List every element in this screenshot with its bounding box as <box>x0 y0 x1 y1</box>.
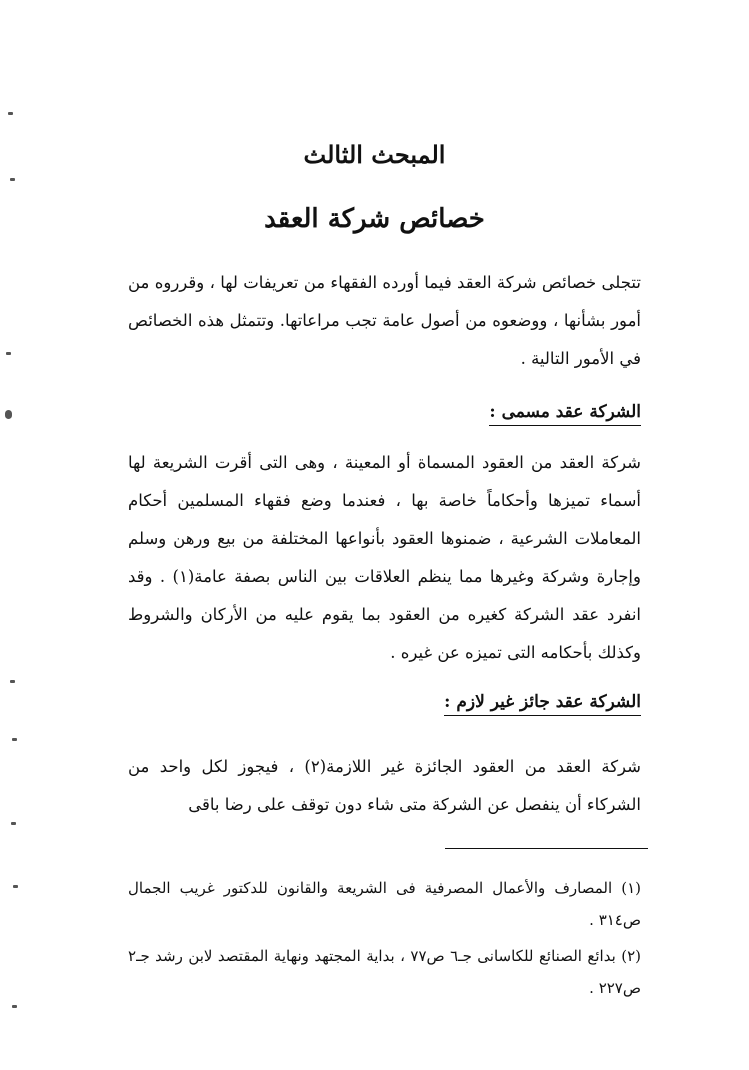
chapter-title: المبحث الثالث <box>303 140 446 169</box>
scan-mark <box>6 352 11 355</box>
scan-mark <box>8 112 13 115</box>
scan-mark <box>12 738 17 741</box>
scan-mark <box>10 680 15 683</box>
subheading-named-contract: الشركة عقد مسمى : <box>489 402 641 426</box>
subheading-non-binding-contract: الشركة عقد جائز غير لازم : <box>444 692 641 716</box>
section-title: خصائص شركة العقد <box>264 204 485 234</box>
paragraph-non-binding-contract: شركة العقد من العقود الجائزة غير اللازمة(٢) ، فيجوز لكل واحد من الشركاء أن ينفصل عن الشركة متى شاء دون توقف على رضا باقى <box>128 757 641 814</box>
scan-mark <box>10 178 15 181</box>
scan-mark <box>5 410 12 419</box>
intro-paragraph: تتجلى خصائص شركة العقد فيما أورده الفقهاء من تعريفات لها ، وقرروه من أمور بشأنها ، ووضعوه من أصول عامة تجب مراعاتها. وتتمثل هذه الخصائص في الأمور التالية . <box>128 273 641 368</box>
scan-mark <box>11 822 16 825</box>
footnote-1: (١) المصارف والأعمال المصرفية فى الشريعة والقانون للدكتور غريب الجمال ص٣١٤ . <box>128 879 641 929</box>
scan-mark <box>13 885 18 888</box>
footnote-2: (٢) بدائع الصنائع للكاسانى جـ٦ ص٧٧ ، بداية المجتهد ونهاية المقتصد لابن رشد جـ٢ ص٢٢٧ . <box>128 947 642 997</box>
footnote-separator <box>445 848 648 849</box>
scan-mark <box>12 1005 17 1008</box>
paragraph-named-contract: شركة العقد من العقود المسماة أو المعينة ، وهى التى أقرت الشريعة لها أسماء تميزها وأحكاماً خاصة بها ، فعندما وضع فقهاء المسلمين أحكام المعاملات الشرعية ، ضمنوها العقود بأنواعها المختلفة من بيع ورهن وسلم وإجارة وشركة وغيرها مما ينظم العلاقات بين الناس بصفة عامة(١) . وقد انفرد عقد الشركة كغيره من العقود بما يقوم عليه من الأركان والشروط وكذلك بأحكامه التى تميزه عن غيره . <box>128 453 641 662</box>
